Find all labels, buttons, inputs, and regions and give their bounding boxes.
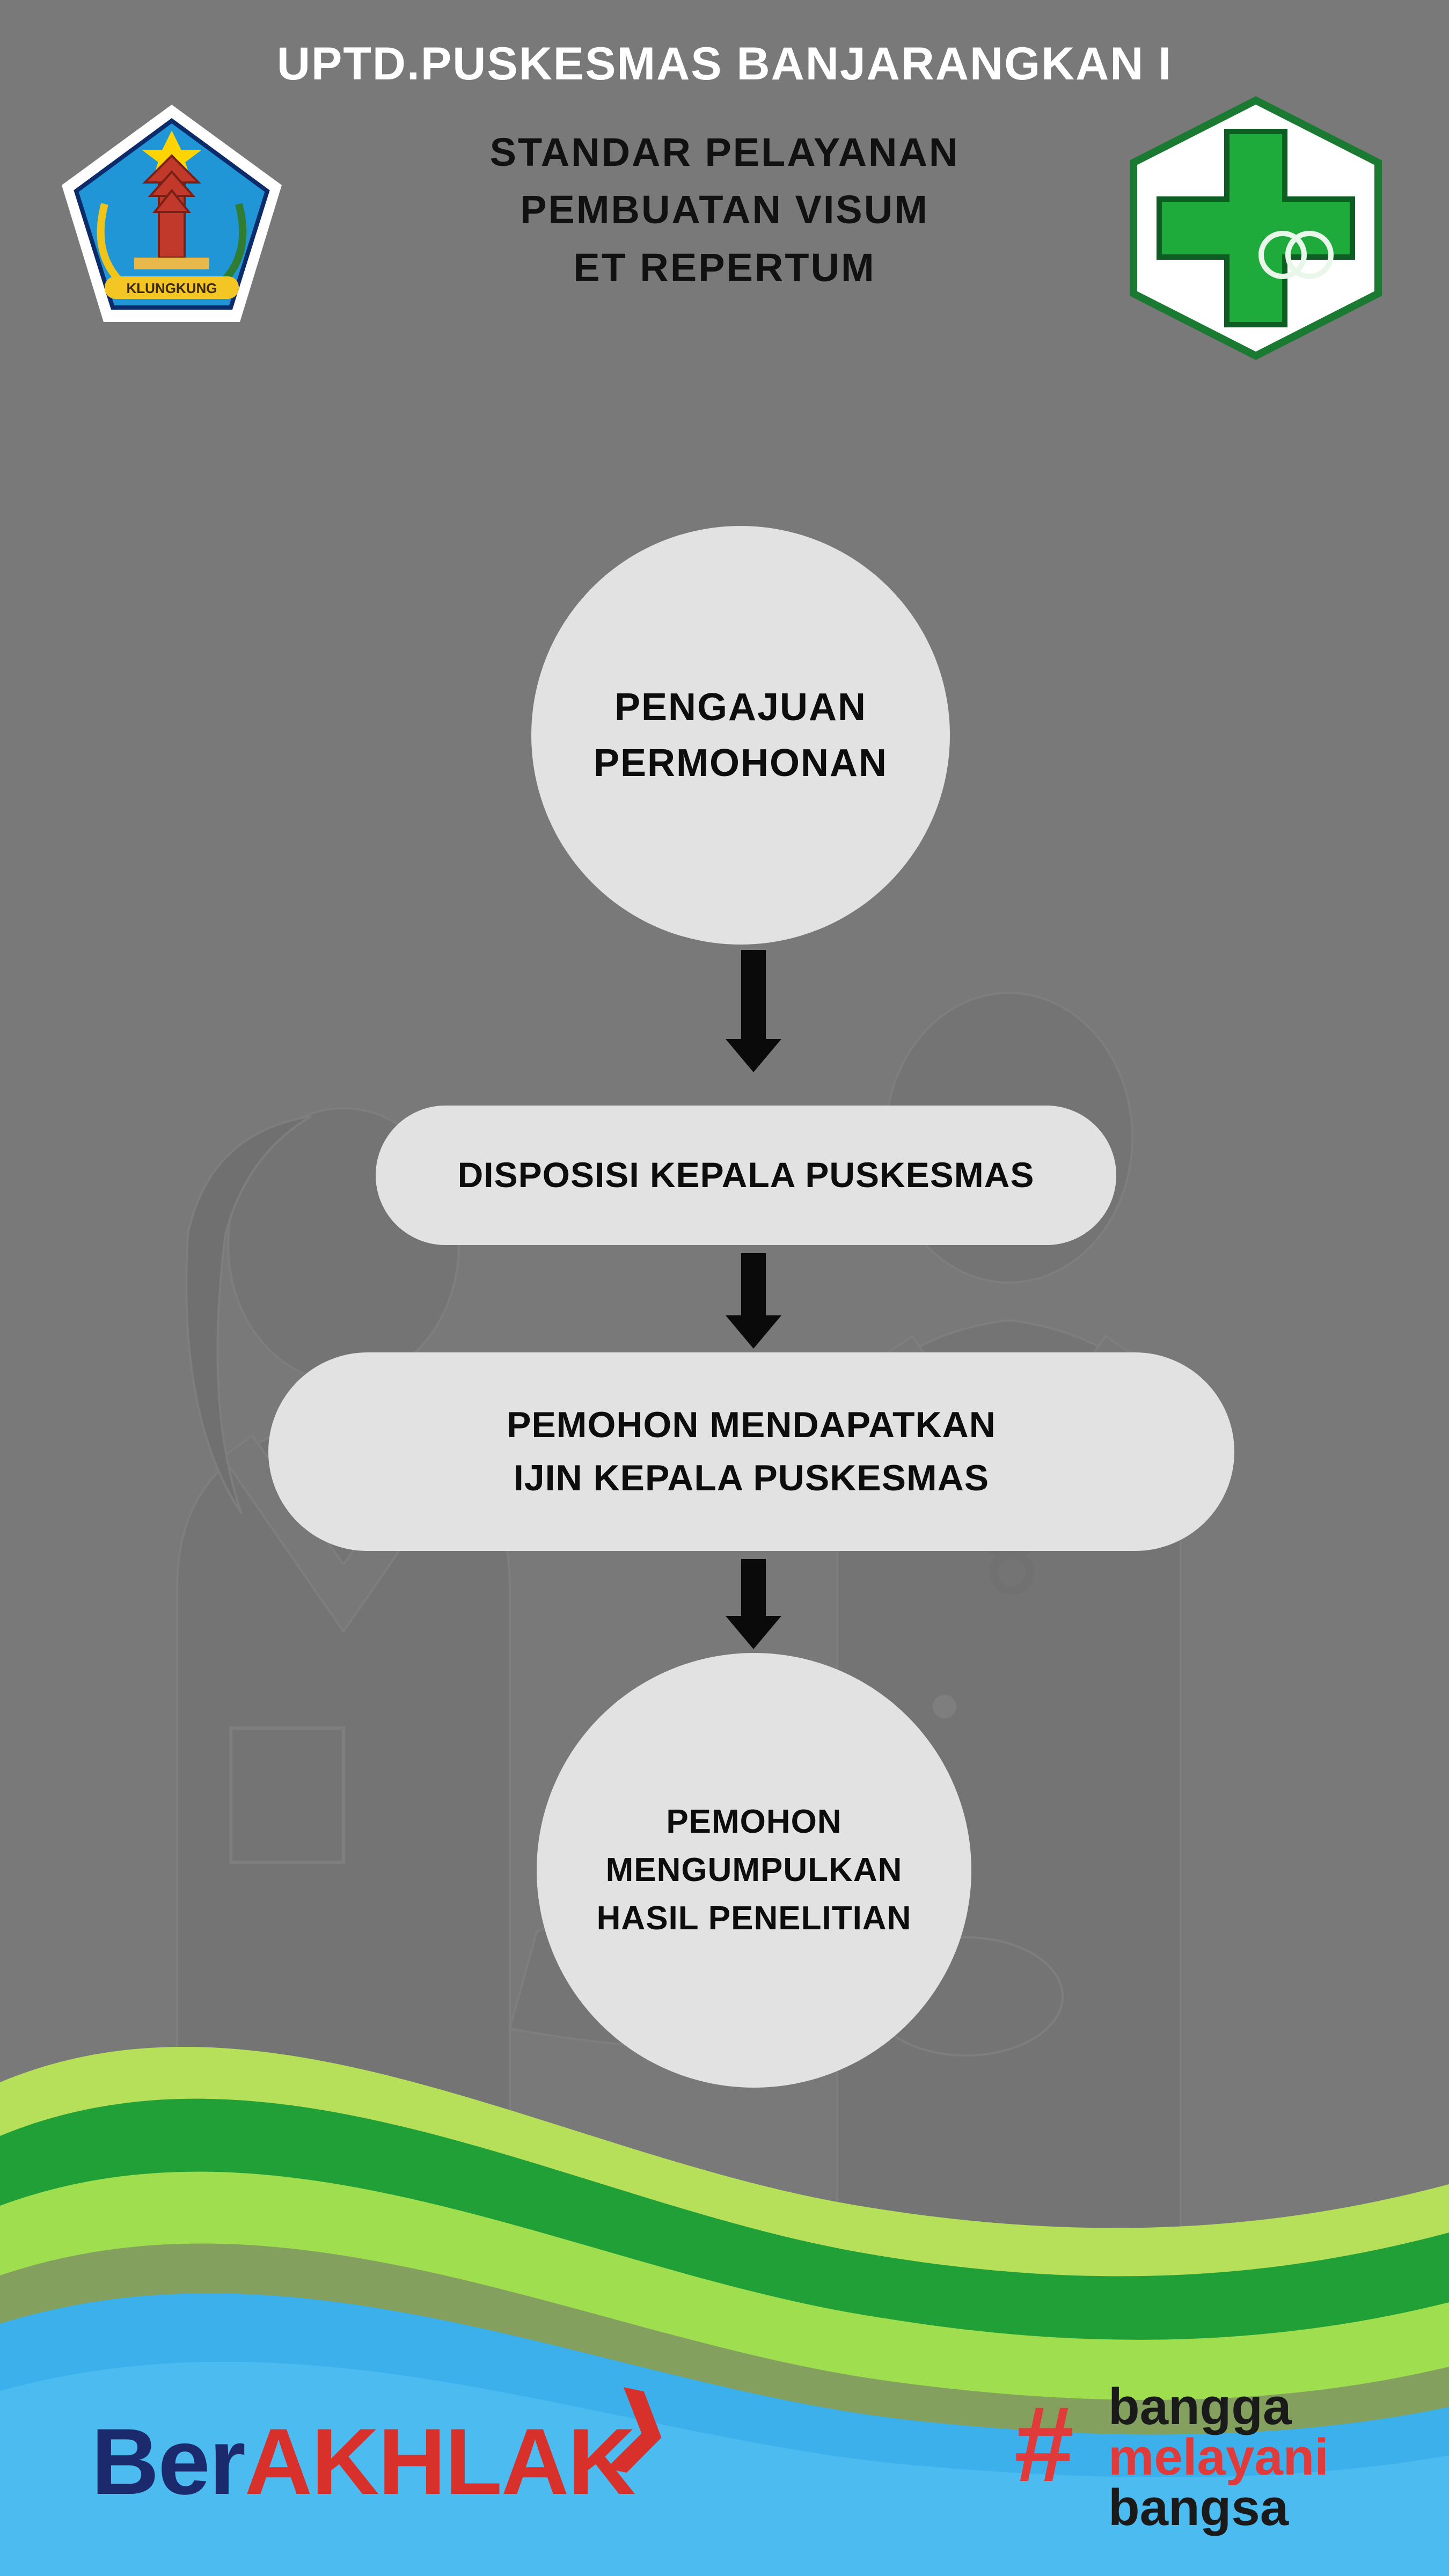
- flow-node-pemohon-mendapatkan-ijin: [268, 1352, 1234, 1551]
- hashtag-icon: #: [1014, 2384, 1074, 2504]
- subtitle-line-2: PEMBUATAN VISUM: [520, 187, 929, 232]
- flow-node-4-line-3: HASIL PENELITIAN: [596, 1899, 912, 1937]
- berakhlak-suffix: AKHLAK: [244, 2410, 635, 2514]
- down-arrow-icon-1: [741, 950, 766, 1041]
- klungkung-regency-emblem-icon: [54, 97, 290, 333]
- flow-node-3-line-2: IJIN KEPALA PUSKESMAS: [513, 1458, 990, 1498]
- flow-node-1-line-1: PENGAJUAN: [614, 685, 867, 729]
- header: [0, 0, 1449, 429]
- svg-text:KLUNGKUNG: KLUNGKUNG: [126, 280, 217, 296]
- berakhlak-swoosh-icon: ❯: [597, 2374, 681, 2477]
- subtitle-line-1: STANDAR PELAYANAN: [489, 130, 960, 174]
- bangga-line-2: melayani: [1108, 2428, 1329, 2486]
- subtitle-line-3: ET REPERTUM: [573, 245, 876, 290]
- flow-node-4-line-2: MENGUMPULKAN: [605, 1851, 903, 1889]
- flow-node-disposisi-kepala-puskesmas: [376, 1106, 1116, 1245]
- flow-node-1-line-2: PERMOHONAN: [593, 742, 888, 785]
- bangga-line-1: bangga: [1108, 2378, 1292, 2435]
- page-title: UPTD.PUSKESMAS BANJARANGKAN I: [276, 38, 1173, 90]
- flow-node-2-line-1: DISPOSISI KEPALA PUSKESMAS: [457, 1155, 1035, 1195]
- berakhlak-logo: [91, 2374, 681, 2514]
- flow-node-4-line-1: PEMOHON: [666, 1803, 842, 1841]
- down-arrow-icon-2: [741, 1253, 766, 1318]
- bangga-words: [1108, 2378, 1329, 2537]
- down-arrow-icon-3: [741, 1559, 766, 1618]
- bangga-melayani-bangsa-logo: [1014, 2372, 1347, 2537]
- bangga-line-3: bangsa: [1108, 2479, 1289, 2537]
- flow-node-3-line-1: PEMOHON MENDAPATKAN: [507, 1404, 996, 1446]
- subtitle: [343, 123, 1106, 296]
- green-cross-health-icon: [1122, 94, 1390, 362]
- berakhlak-prefix: Ber: [91, 2410, 245, 2514]
- flow-node-pengajuan-permohonan: [531, 526, 950, 945]
